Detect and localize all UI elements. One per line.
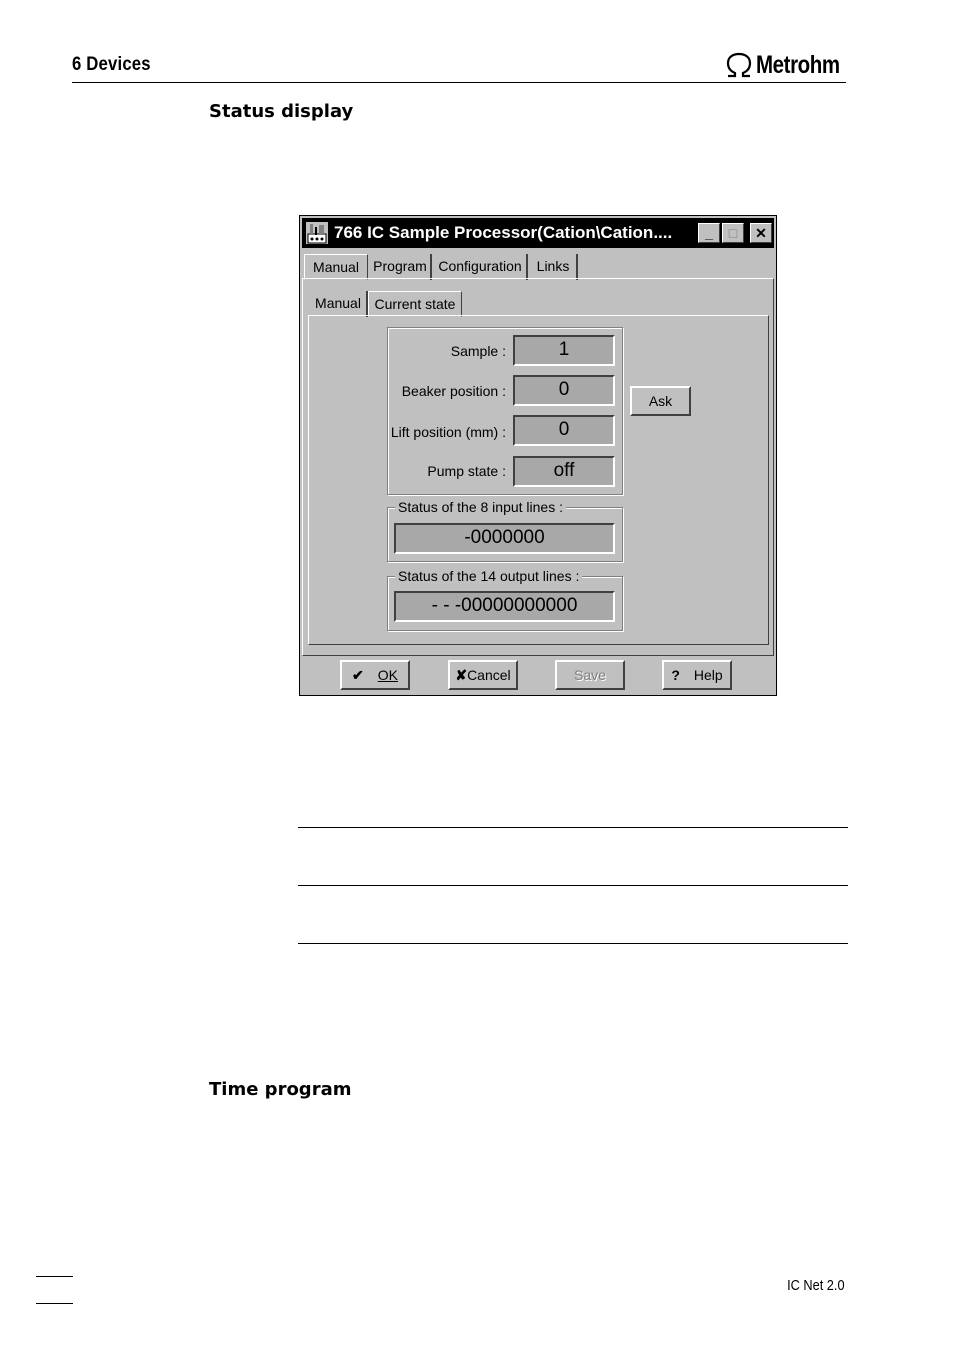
beaker-position-value: 0 <box>513 375 615 406</box>
table-rule-3 <box>298 943 848 944</box>
beaker-position-label: Beaker position : <box>401 383 506 399</box>
input-lines-value: -0000000 <box>394 523 615 554</box>
sample-processor-icon <box>305 221 329 245</box>
ok-button[interactable] <box>340 660 410 690</box>
pump-state-label: Pump state : <box>427 463 506 479</box>
lift-position-value: 0 <box>513 415 615 446</box>
title-bar[interactable] <box>302 218 774 248</box>
tab-manual[interactable]: Manual <box>304 254 368 280</box>
logo-text: Metrohm <box>756 50 840 79</box>
output-lines-label: Status of the 14 output lines : <box>395 568 582 584</box>
header-rule <box>72 82 846 83</box>
footer-rule-bottom <box>36 1303 73 1304</box>
heading-status-display: Status display <box>209 101 354 122</box>
ask-button[interactable]: Ask <box>630 386 691 416</box>
lift-position-label: Lift position (mm) : <box>390 424 506 440</box>
pump-state-value: off <box>513 456 615 487</box>
subtab-current-state[interactable]: Current state <box>368 291 462 317</box>
omega-icon <box>724 52 754 78</box>
tab-links[interactable]: Links <box>530 254 578 280</box>
sample-value: 1 <box>513 335 615 366</box>
footer-rule-top <box>36 1276 73 1277</box>
table-rule-1 <box>298 827 848 828</box>
tab-configuration[interactable]: Configuration <box>434 254 528 280</box>
ok-label: OK <box>377 667 398 683</box>
metrohm-logo <box>724 50 858 80</box>
tab-program[interactable]: Program <box>370 254 432 280</box>
input-lines-label: Status of the 8 input lines : <box>395 499 566 515</box>
output-lines-value: - - -00000000000 <box>394 591 615 622</box>
minimize-icon: _ <box>705 225 713 241</box>
close-button[interactable] <box>750 223 772 243</box>
sample-label: Sample : <box>450 343 506 359</box>
cancel-x-icon: ✘ <box>455 667 468 683</box>
subtab-manual[interactable]: Manual <box>310 291 368 317</box>
checkmark-icon: ✔ <box>352 667 364 683</box>
help-label: Help <box>693 667 723 683</box>
close-icon: ✕ <box>755 225 767 241</box>
minimize-button[interactable] <box>698 223 720 243</box>
help-button[interactable] <box>662 660 732 690</box>
table-rule-2 <box>298 885 848 886</box>
cancel-label: Cancel <box>467 667 511 683</box>
sample-processor-window <box>299 215 777 696</box>
save-button[interactable]: Save <box>555 660 625 690</box>
section-title: 6 Devices <box>72 54 151 75</box>
maximize-button[interactable] <box>722 223 744 243</box>
window-title: 766 IC Sample Processor(Cation\Cation.... <box>334 223 673 242</box>
heading-time-program: Time program <box>209 1079 352 1100</box>
cancel-button[interactable] <box>448 660 518 690</box>
help-question-icon: ? <box>671 667 680 683</box>
footer-product: IC Net 2.0 <box>787 1277 845 1294</box>
maximize-icon: □ <box>728 225 738 241</box>
